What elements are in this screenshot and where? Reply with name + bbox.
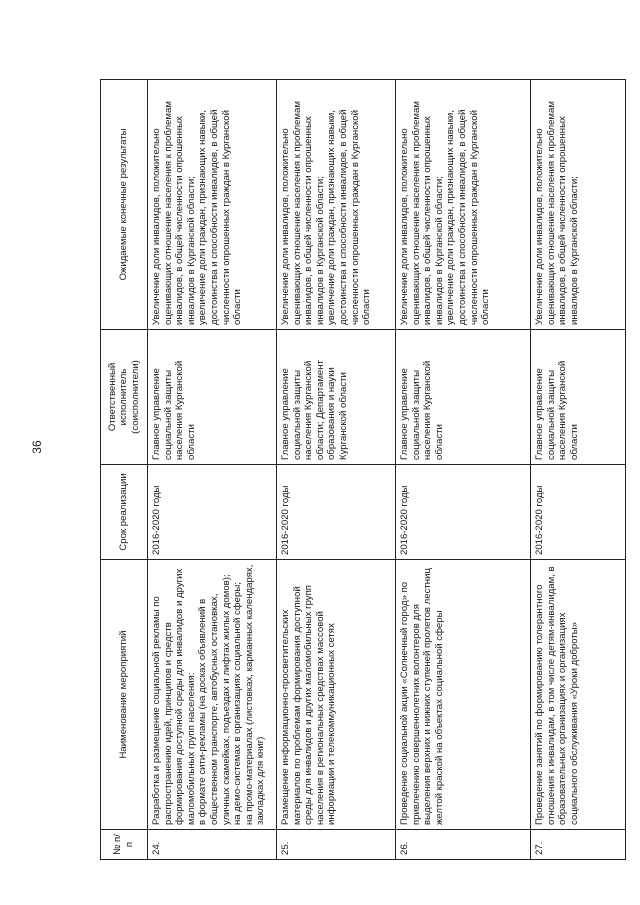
- row-num: 25.: [277, 830, 396, 860]
- row-name: [531, 560, 626, 830]
- row-executor: Главное управление социальной защиты населения Курганской области; Департамент образования и науки Курганской области: [277, 330, 396, 465]
- row-results: [531, 80, 626, 330]
- row-term: 2016-2020 годы: [277, 465, 396, 560]
- table-row: [531, 80, 626, 860]
- row-name-line: Проведение занятий по формированию толерантного отношения к инвалидам, в том числе детям-инвалидам, в образовательных организациях и организациях социального обслуживания «Уроки доброты»: [534, 566, 580, 825]
- row-term: 2016-2020 годы: [396, 465, 531, 560]
- row-result-line: увеличение доли граждан, признающих навыки, достоинства и способности инвалидов, в общей численности опрошенных граждан в Курганской области: [197, 109, 244, 325]
- row-result-line: Увеличение доли инвалидов, положительно оценивающих отношение населения к проблемам инвалидов, в общей численности опрошенных инвалидов в Курганской области;: [280, 101, 326, 325]
- page-number: 36: [30, 440, 44, 454]
- row-name: [148, 560, 277, 830]
- row-result-line: увеличение доли граждан, признающих навыки, достоинства и способности инвалидов, в общей численности опрошенных граждан в Курганской области: [445, 109, 492, 325]
- header-name: Наименование мероприятий: [101, 560, 148, 830]
- header-term: Срок реализации: [101, 465, 148, 560]
- row-term: 2016-2020 годы: [148, 465, 277, 560]
- row-result-line: Увеличение доли инвалидов, положительно оценивающих отношение населения к проблемам инвалидов, в общей численности опрошенных инвалидов в Курганской области;: [151, 101, 197, 325]
- row-name-line: на промо-материалах (листовках, карманных календарях, закладках для книг): [243, 564, 267, 825]
- header-executor: Ответственный исполнитель (соисполнители): [101, 330, 148, 465]
- row-num: 24.: [148, 830, 277, 860]
- row-term: 2016-2020 годы: [531, 465, 626, 560]
- header-num: № п/п: [101, 830, 148, 860]
- row-result-line: Увеличение доли инвалидов, положительно оценивающих отношение населения к проблемам инвалидов, в общей численности опрошенных инвалидов в Курганской области;: [399, 101, 445, 325]
- row-executor: Главное управление социальной защиты населения Курганской области: [531, 330, 626, 465]
- table-row: [148, 80, 277, 860]
- row-num: 27.: [531, 830, 626, 860]
- table-header-row: [101, 80, 148, 860]
- row-num: 26.: [396, 830, 531, 860]
- row-executor: Главное управление социальной защиты населения Курганской области: [148, 330, 277, 465]
- row-name-line: в формате сити-рекламы (на досках объявлений в общественном транспорте, автобусных остановках, уличных скамейках, подъездах и лифтах жилых домов);: [197, 574, 232, 825]
- table-row: [277, 80, 396, 860]
- row-result-line: Увеличение доли инвалидов, положительно оценивающих отношение населения к проблемам инвалидов, в общей численности опрошенных инвалидов в Курганской области;: [534, 101, 580, 325]
- measures-table: [100, 79, 626, 860]
- row-name-line: Разработка и размещение социальной рекламы по распространению идей, принципов и средств формирования доступной среды для инвалидов и других маломобильных групп населения:: [151, 568, 197, 825]
- header-results: Ожидаемые конечные результаты: [101, 80, 148, 330]
- rotated-table-container: [100, 80, 600, 860]
- row-name-line: на демо-системах в организациях социальной сферы;: [232, 582, 244, 825]
- row-name-line: Проведение социальной акции «Солнечный город» по привлечению совершеннолетних волонтеров для выделения верхних и нижних ступеней пролетов лестниц желтой краской на объектах социальной сферы: [399, 568, 445, 825]
- row-name: [277, 560, 396, 830]
- row-results: [396, 80, 531, 330]
- row-result-line: увеличение доли граждан, признающих навыки, достоинства и способности инвалидов, в общей численности опрошенных граждан в Курганской области: [326, 109, 373, 325]
- row-results: [148, 80, 277, 330]
- table-row: [396, 80, 531, 860]
- row-name-line: Размещение информационно-просветительских материалов по проблемам формирования доступной среды для инвалидов и других маломобильных групп населения в региональных средствах массовой информации и телекоммуникационных сетях: [280, 585, 338, 825]
- row-name: [396, 560, 531, 830]
- row-results: [277, 80, 396, 330]
- row-executor: Главное управление социальной защиты населения Курганской области: [396, 330, 531, 465]
